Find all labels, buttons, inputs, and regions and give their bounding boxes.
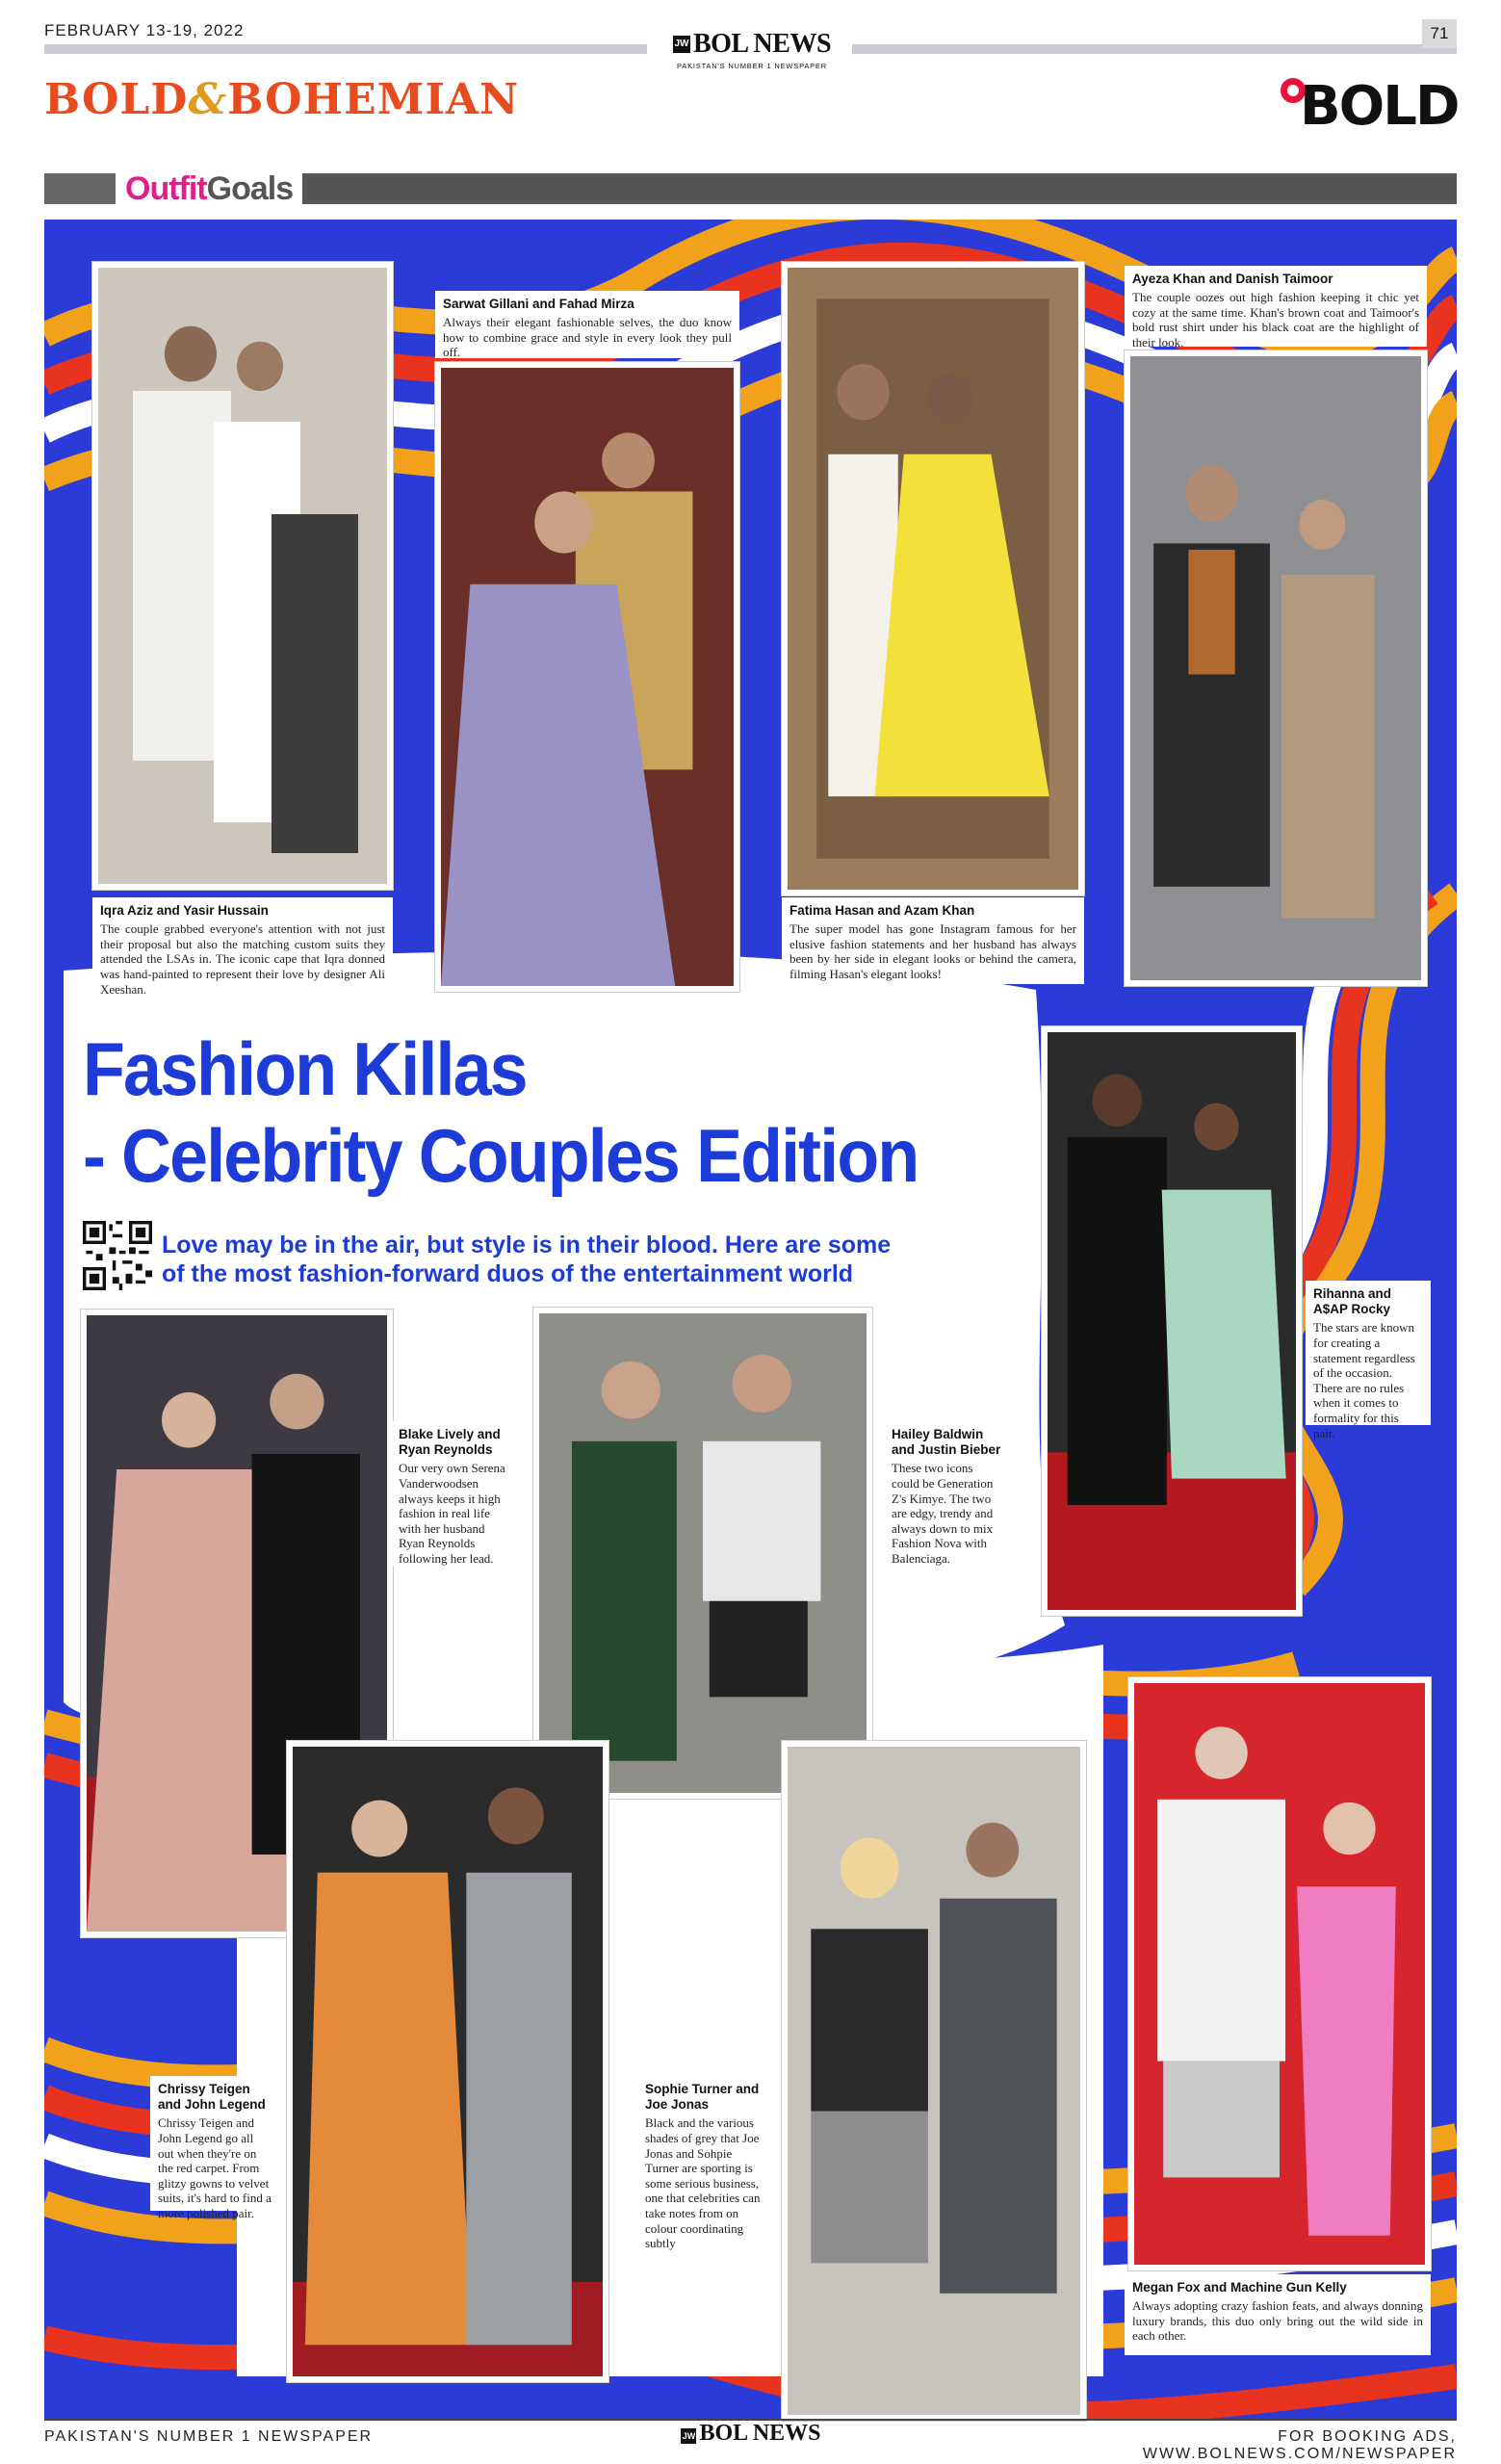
footer-logo[interactable] [674,2421,828,2447]
caption-sarwat-fahad [435,291,739,358]
caption-title: Fatima Hasan and Azam Khan [789,903,975,918]
photo-rihanna-asap [1042,1026,1302,1616]
photo-fatima-azam [782,262,1084,895]
caption-ayeza-danish [1125,266,1427,350]
section-logo-part-b: BOHEMIAN [227,75,520,124]
issue-date: FEBRUARY 13-19, 2022 [44,21,245,39]
caption-title: Rihanna and A$AP Rocky [1313,1286,1392,1317]
caption-text: The couple grabbed everyone's attention with not just their proposal but also the matching custom suits they attended the LSAs in. The iconic cape that Iqra donned was hand-painted to represent their love by designer Ali Xeeshan. [100,921,385,997]
caption-text: Always their elegant fashionable selves, the duo know how to combine grace and style in every look they pull off. [443,315,732,360]
caption-chrissy-john [150,2076,279,2220]
photo-sophie-joe [782,1741,1086,2421]
caption-sophie-joe [637,2076,768,2249]
masthead-rule-left [44,44,647,54]
photo-ayeza-danish [1125,350,1427,986]
caption-text: Always adopting crazy fashion feats, and always donning luxury brands, this duo only bring out the wild side in each other. [1132,2298,1423,2344]
article-standfirst: Love may be in the air, but style is in their blood. Here are some of the most fashion-forward duos of the entertainment world [162,1232,892,1287]
caption-title: Sarwat Gillani and Fahad Mirza [443,297,634,311]
caption-hailey-justin [884,1421,1011,1566]
caption-title: Chrissy Teigen and John Legend [158,2082,266,2113]
section-logo-part-a: BOLD [44,75,189,124]
caption-text: These two icons could be Generation Z's Kimye. The two are edgy, trendy and always down to mix Fashion Nova with Balenciaga. [892,1461,994,1566]
caption-text: The super model has gone Instagram famous for her elusive fashion statements and her husband has always been by her side in elegant looks or behind the camera, filming Hasan's elegant looks! [789,921,1076,981]
caption-megan-mgk [1125,2274,1431,2355]
caption-text: Our very own Serena Vanderwoodsen always keeps it high fashion in real life with her husband Ryan Reynolds following her lead. [399,1461,505,1566]
headline-line-1: Fashion Killas [83,1026,527,1111]
masthead-rule-right [852,44,1457,54]
section-logo [44,75,519,124]
headline-line-2: - Celebrity Couples Edition [83,1113,919,1198]
caption-rihanna-asap [1306,1281,1431,1440]
caption-fatima-azam [782,897,1084,984]
article-headline [83,1025,933,1199]
section-bar-tick [44,173,116,204]
caption-title: Blake Lively and Ryan Reynolds [399,1427,501,1458]
caption-text: Chrissy Teigen and John Legend go all out when they're on the red carpet. From glitzy gowns to velvet suits, it's hard to find a more polished pair. [158,2115,272,2220]
photo-chrissy-john [287,1741,608,2382]
footer-booking-link[interactable]: FOR BOOKING ADS, WWW.BOLNEWS.COM/NEWSPAPER [1142,2428,1457,2462]
section-label-outfit: Outfit [125,170,207,207]
caption-title: Ayeza Khan and Danish Taimoor [1132,272,1333,286]
caption-text: The stars are known for creating a statement regardless of the occasion. There are no rules when it comes to formality for this pair. [1313,1320,1415,1440]
photo-hailey-justin [533,1308,872,1799]
caption-title: Sophie Turner and Joe Jonas [645,2082,760,2113]
paper-logo[interactable] [667,29,837,70]
caption-blake-ryan [391,1421,514,1566]
footer-paper-name: BOL NEWS [699,2421,821,2446]
caption-text: Black and the various shades of grey that Joe Jonas and Sohpie Turner are sporting is some serious business, one that celebrities can take notes from on colour coordinating subtly [645,2115,761,2251]
paper-mark-icon: JW [673,36,690,53]
bold-brand-text: BOLD [1300,75,1459,138]
footer-mark-icon: JW [681,2428,696,2444]
qr-code-icon[interactable] [83,1221,152,1290]
caption-title: Hailey Baldwin and Justin Bieber [892,1427,1001,1458]
photo-sarwat-fahad [435,362,739,992]
section-label-goals: Goals [206,170,294,207]
paper-tagline: PAKISTAN'S NUMBER 1 NEWSPAPER [677,62,827,70]
caption-title: Megan Fox and Machine Gun Kelly [1132,2280,1347,2295]
page-number: 71 [1422,19,1457,48]
footer-tagline: PAKISTAN'S NUMBER 1 NEWSPAPER [44,2428,374,2445]
section-logo-ampersand: & [188,75,228,124]
bold-brand-logo [1281,75,1458,138]
caption-text: The couple oozes out high fashion keeping it chic yet cozy at the same time. Khan's brown coat and Taimoor's bold rust shirt under his black coat are the highlight of their look. [1132,290,1419,350]
paper-name: BOL NEWS [692,29,832,59]
photo-iqra-yasir [92,262,393,890]
caption-iqra-yasir [92,897,393,997]
section-bar-label [116,169,302,208]
photo-megan-mgk [1128,1677,1431,2270]
caption-title: Iqra Aziz and Yasir Hussain [100,903,269,918]
